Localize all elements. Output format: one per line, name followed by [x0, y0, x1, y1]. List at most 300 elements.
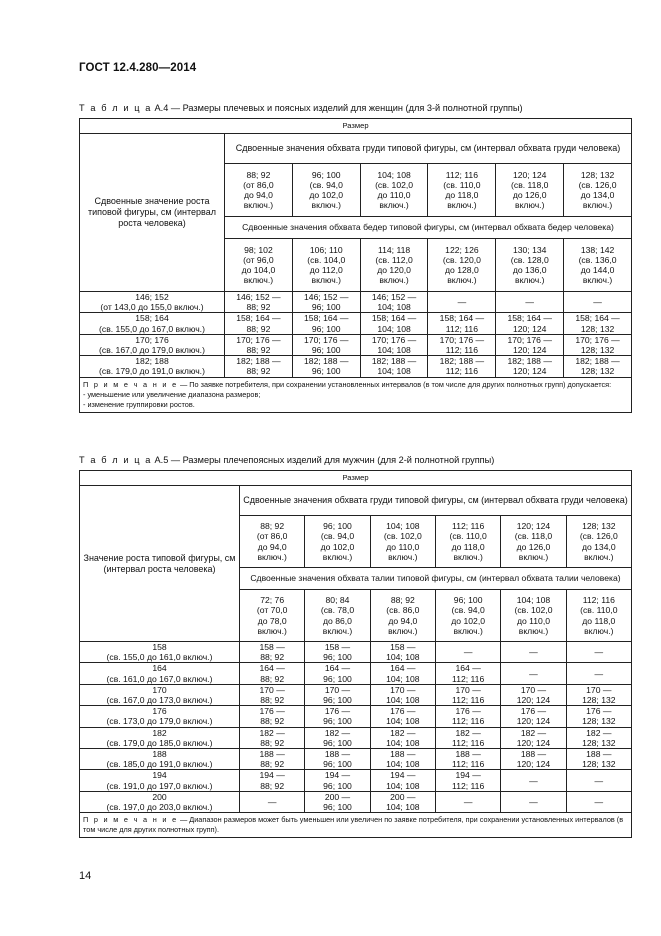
size-line: 112; 116 [452, 673, 485, 684]
chest-range: до 118,0 [451, 541, 485, 552]
chest-col-6 [564, 164, 632, 217]
size-line: 158; 164 — [236, 313, 281, 324]
chest-range: включ.) [243, 200, 274, 211]
chest-range: включ.) [582, 200, 613, 211]
waist-range: до 118,0 [582, 615, 616, 626]
size-cell [305, 706, 370, 727]
size-cell [564, 313, 632, 334]
waist-range: (св. 110,0 [580, 605, 618, 616]
size-cell [292, 313, 360, 334]
chest-col-6 [566, 516, 631, 568]
waist-value: 72; 76 [260, 595, 285, 606]
razmer-header: Размер [80, 471, 632, 486]
chest-range: до 126,0 [512, 190, 547, 200]
size-line: 182; 188 — [507, 356, 552, 367]
size-cell [501, 684, 566, 705]
size-line: 120; 124 [516, 737, 551, 748]
height-value: 146; 152 [135, 292, 169, 302]
height-value: 164 [152, 663, 167, 674]
table-a4-note: П р и м е ч а н и е — По заявке потребителя, при сохранении установленных интервалов (в том числе для других полнотных групп) допускается: - уменьшение или увеличение диапазона размеров; - изменение группировки ростов. [80, 377, 632, 412]
waist-col-6 [566, 590, 631, 642]
row-height-header [80, 706, 240, 727]
table-row [80, 727, 632, 748]
size-cell [305, 684, 370, 705]
table-row [80, 292, 632, 313]
size-cell [435, 663, 500, 684]
waist-range: включ.) [388, 625, 418, 636]
size-line: — [594, 668, 604, 679]
table-a5-caption: Т а б л и ц а А.5 — Размеры плечепоясных изделий для мужчин (для 2-й полнотной группы) [79, 455, 495, 465]
table-row [80, 313, 632, 334]
row-height-header [80, 791, 240, 812]
size-line: 128; 132 [582, 737, 616, 748]
hip-col-5 [496, 239, 564, 292]
size-line: 88; 92 [260, 652, 285, 663]
chest-col-5 [496, 164, 564, 217]
size-line: 146; 152 — [371, 292, 417, 302]
size-line: 194 — [455, 770, 481, 781]
chest-group-header: Сдвоенные значения обхвата груди типовой фигуры, см (интервал обхвата груди человека) [240, 486, 632, 516]
size-line: — [525, 297, 535, 308]
size-cell [240, 791, 305, 812]
size-cell [501, 642, 566, 663]
size-line: 188 — [520, 749, 547, 760]
size-line: 170 — [455, 684, 481, 695]
height-value: 188 [152, 749, 167, 760]
chest-range: (св. 102,0 [375, 179, 414, 190]
size-line: 120; 124 [516, 716, 551, 727]
size-cell [428, 292, 496, 313]
size-line: 96; 100 [311, 302, 341, 313]
height-value: 170 [152, 684, 167, 695]
height-range: (св. 161,0 до 167,0 включ.) [106, 673, 213, 684]
chest-col-4 [435, 516, 500, 568]
chest-range: (св. 118,0 [511, 179, 549, 190]
size-line: — [463, 647, 473, 658]
size-line: 112; 116 [445, 366, 478, 377]
size-line: 182 — [586, 727, 612, 738]
size-cell [496, 356, 564, 377]
size-line: 88; 92 [260, 716, 285, 727]
size-cell [428, 356, 496, 377]
size-line: 96; 100 [311, 323, 341, 334]
table-a4 [79, 118, 632, 413]
size-cell [360, 356, 428, 377]
size-line: — [593, 297, 602, 308]
chest-range: включ.) [311, 200, 341, 211]
hip-value: 98; 102 [244, 244, 273, 255]
size-line: 194 — [259, 770, 285, 781]
chest-range: (св. 110,0 [449, 531, 487, 542]
size-line: 128; 132 [580, 366, 615, 377]
table-row [80, 356, 632, 377]
height-column-header: Значение роста типовой фигуры, см (интервал роста человека) [80, 486, 240, 642]
document-id: ГОСТ 12.4.280—2014 [79, 62, 197, 74]
chest-range: до 102,0 [309, 190, 344, 200]
table-row [80, 663, 632, 684]
size-line: 112; 116 [452, 695, 485, 706]
waist-range: включ.) [322, 625, 353, 636]
waist-range: (св. 86,0 [386, 605, 420, 616]
size-line: 88; 92 [260, 695, 285, 706]
size-line: 96; 100 [323, 780, 352, 791]
size-line: — [529, 796, 538, 807]
size-cell [501, 663, 566, 684]
size-line: 188 — [390, 749, 416, 760]
size-cell [566, 706, 631, 727]
page-number: 14 [79, 870, 92, 882]
size-line: 104; 108 [386, 695, 420, 706]
size-line: 182; 188 — [439, 356, 485, 367]
height-value: 176 [152, 706, 167, 717]
size-cell [370, 749, 435, 770]
hip-range: (св. 104,0 [307, 254, 346, 265]
size-cell [496, 313, 564, 334]
size-line: 104; 108 [377, 323, 411, 334]
waist-col-4 [435, 590, 500, 642]
size-cell [305, 642, 370, 663]
size-line: 96; 100 [323, 802, 352, 813]
size-line: 170; 176 — [439, 334, 485, 345]
height-range: (св. 155,0 до 167,0 включ.) [99, 323, 205, 334]
hip-col-3 [360, 239, 428, 292]
size-line: 176 — [586, 706, 612, 717]
size-line: 88; 92 [246, 366, 271, 377]
chest-range: включ.) [453, 551, 483, 562]
waist-range: (св. 78,0 [320, 605, 355, 616]
size-cell [305, 791, 370, 812]
size-cell [566, 749, 631, 770]
size-cell [564, 356, 632, 377]
size-line: 128; 132 [580, 345, 615, 356]
size-line: 120; 124 [516, 695, 551, 706]
height-value: 200 [152, 791, 167, 802]
size-cell [305, 727, 370, 748]
size-line: 158; 164 — [304, 313, 349, 324]
size-line: 104; 108 [386, 673, 420, 684]
size-line: 120; 124 [513, 366, 547, 377]
size-line: 158 — [390, 642, 416, 652]
size-line: 88; 92 [246, 345, 271, 356]
size-cell [225, 313, 293, 334]
size-cell [428, 334, 496, 355]
size-cell [566, 663, 631, 684]
size-cell [292, 334, 360, 355]
size-cell [225, 356, 293, 377]
size-line: 96; 100 [323, 737, 352, 748]
chest-col-5 [501, 516, 566, 568]
size-line: 112; 116 [452, 716, 485, 727]
size-cell [360, 313, 428, 334]
waist-range: до 94,0 [388, 615, 418, 626]
size-line: — [594, 647, 604, 658]
size-line: 170 — [259, 684, 285, 695]
hip-group-header: Сдвоенные значения обхвата бедер типовой фигуры, см (интервал обхвата бедер человека) [225, 217, 632, 239]
waist-range: включ.) [453, 625, 483, 636]
hip-range: (св. 112,0 [375, 254, 413, 265]
height-column-header: Сдвоенные значение роста типовой фигуры, см (интервал роста человека) [80, 134, 225, 292]
hip-range: (св. 136,0 [578, 254, 617, 265]
table-row [80, 706, 632, 727]
size-line: 158; 164 — [439, 313, 485, 324]
size-cell [435, 770, 500, 791]
size-cell [370, 791, 435, 812]
size-line: 88; 92 [260, 673, 285, 684]
hip-range: включ.) [311, 275, 341, 286]
hip-range: до 144,0 [580, 265, 615, 275]
height-range: (от 143,0 до 155,0 включ.) [100, 302, 204, 313]
height-range: (св. 191,0 до 197,0 включ.) [106, 780, 213, 791]
row-height-header [80, 663, 240, 684]
chest-value: 112; 116 [452, 521, 485, 532]
size-line: — [529, 647, 538, 658]
size-cell [292, 292, 360, 313]
size-line: 104; 108 [386, 759, 420, 770]
waist-range: до 78,0 [257, 615, 287, 626]
size-line: 200 — [324, 791, 351, 802]
size-cell [292, 356, 360, 377]
hip-col-4 [428, 239, 496, 292]
size-line: 158; 164 — [507, 313, 552, 324]
waist-value: 80; 84 [325, 595, 350, 606]
size-line: 170 — [520, 684, 547, 695]
size-line: 88; 92 [260, 759, 285, 770]
size-line: — [594, 796, 604, 807]
size-cell [370, 727, 435, 748]
chest-range: включ.) [584, 551, 614, 562]
waist-value: 104; 108 [516, 595, 551, 606]
hip-range: включ.) [379, 275, 409, 286]
size-line: 182 — [520, 727, 547, 738]
size-cell [566, 791, 631, 812]
size-cell [566, 727, 631, 748]
chest-col-1 [225, 164, 293, 217]
size-cell [564, 334, 632, 355]
chest-range: включ.) [515, 200, 545, 211]
size-line: 170 — [586, 684, 612, 695]
size-cell [566, 642, 631, 663]
size-line: 200 — [390, 791, 416, 802]
size-line: 96; 100 [323, 673, 352, 684]
chest-range: до 94,0 [257, 541, 287, 552]
chest-range: включ.) [379, 200, 409, 211]
waist-col-3 [370, 590, 435, 642]
size-line: 120; 124 [513, 323, 547, 334]
size-cell [501, 791, 566, 812]
size-line: 188 — [586, 749, 612, 760]
chest-value: 88; 92 [260, 521, 285, 532]
size-line: 128; 132 [582, 695, 616, 706]
size-cell [501, 749, 566, 770]
size-cell [564, 292, 632, 313]
chest-col-4 [428, 164, 496, 217]
size-line: 96; 100 [311, 366, 341, 377]
razmer-header: Размер [80, 119, 632, 134]
size-cell [240, 663, 305, 684]
height-value: 182; 188 [135, 356, 169, 367]
chest-range: до 102,0 [320, 541, 355, 552]
hip-value: 130; 134 [513, 244, 547, 255]
row-height-header [80, 770, 240, 791]
chest-col-3 [370, 516, 435, 568]
size-line: 104; 108 [377, 302, 411, 313]
hip-range: включ.) [582, 275, 613, 286]
table-a5 [79, 470, 632, 838]
size-line: 112; 116 [445, 345, 478, 356]
size-cell [305, 663, 370, 684]
table-row [80, 791, 632, 812]
size-line: 176 — [520, 706, 547, 717]
size-cell [435, 791, 500, 812]
hip-col-6 [564, 239, 632, 292]
size-line: 104; 108 [386, 737, 420, 748]
chest-value: 128; 132 [582, 521, 616, 532]
waist-range: включ.) [518, 625, 549, 636]
waist-value: 96; 100 [453, 595, 483, 606]
table-row [80, 770, 632, 791]
hip-range: до 112,0 [309, 265, 343, 275]
size-line: 146; 152 — [304, 292, 349, 302]
size-line: 182 — [259, 727, 285, 738]
size-line: — [463, 796, 473, 807]
chest-range: (св. 118,0 [514, 531, 553, 542]
chest-value: 96; 100 [311, 169, 341, 180]
size-line: 158; 164 — [371, 313, 417, 324]
size-cell [240, 770, 305, 791]
size-line: 176 — [259, 706, 285, 717]
size-cell [240, 727, 305, 748]
size-line: 112; 116 [452, 759, 485, 770]
hip-range: (св. 128,0 [510, 254, 549, 265]
chest-range: включ.) [257, 551, 287, 562]
size-cell [435, 727, 500, 748]
hip-value: 106; 110 [309, 244, 343, 255]
waist-col-2 [305, 590, 370, 642]
size-line: 104; 108 [377, 366, 411, 377]
size-line: 188 — [324, 749, 351, 760]
size-line: 112; 116 [452, 737, 485, 748]
table-a4-caption: Т а б л и ц а А.4 — Размеры плечевых и поясных изделий для женщин (для 3-й полнотной группы) [79, 103, 523, 113]
size-cell [225, 292, 293, 313]
waist-range: до 86,0 [323, 615, 352, 626]
hip-value: 122; 126 [445, 244, 479, 255]
hip-range: включ.) [447, 275, 477, 286]
chest-value: 128; 132 [580, 169, 615, 180]
chest-range: (св. 126,0 [579, 531, 618, 542]
size-cell [566, 770, 631, 791]
height-range: (св. 167,0 до 173,0 включ.) [106, 695, 213, 706]
size-line: 104; 108 [386, 780, 420, 791]
size-line: 112; 116 [452, 780, 485, 791]
hip-range: включ.) [515, 275, 545, 286]
size-line: 170 — [390, 684, 416, 695]
size-cell [370, 706, 435, 727]
chest-range: до 110,0 [377, 190, 411, 200]
size-cell [240, 706, 305, 727]
size-cell [360, 334, 428, 355]
waist-range: до 110,0 [516, 615, 550, 626]
chest-range: до 110,0 [386, 541, 420, 552]
height-value: 158; 164 [135, 313, 169, 324]
size-cell [435, 706, 500, 727]
size-cell [240, 642, 305, 663]
size-line: 164 — [455, 663, 481, 674]
hip-value: 114; 118 [377, 244, 411, 255]
size-line: 164 — [324, 663, 351, 674]
chest-col-3 [360, 164, 428, 217]
size-line: 104; 108 [386, 716, 420, 727]
size-line: 104; 108 [386, 652, 420, 663]
chest-value: 112; 116 [445, 169, 478, 180]
size-cell [435, 642, 500, 663]
size-line: 128; 132 [582, 716, 616, 727]
size-cell [566, 684, 631, 705]
row-height-header [80, 356, 225, 377]
row-height-header [80, 292, 225, 313]
row-height-header [80, 727, 240, 748]
chest-range: (от 86,0 [243, 179, 274, 190]
size-line: 164 — [390, 663, 416, 674]
height-value: 158 [152, 642, 167, 652]
waist-range: включ.) [584, 625, 614, 636]
size-line: 96; 100 [323, 716, 352, 727]
height-value: 170; 176 [135, 334, 169, 345]
size-line: 188 — [259, 749, 285, 760]
size-cell [360, 292, 428, 313]
hip-range: (св. 120,0 [442, 254, 481, 265]
table-row [80, 642, 632, 663]
size-cell [428, 313, 496, 334]
size-line: 182 — [324, 727, 351, 738]
size-line: 182; 188 — [304, 356, 349, 367]
size-cell [501, 770, 566, 791]
size-cell [305, 749, 370, 770]
chest-range: до 134,0 [581, 541, 616, 552]
size-line: 88; 92 [246, 323, 271, 334]
chest-value: 104; 108 [377, 169, 411, 180]
size-line: 170 — [324, 684, 351, 695]
height-range: (св. 155,0 до 161,0 включ.) [106, 652, 213, 663]
size-line: 112; 116 [445, 323, 478, 334]
size-cell [370, 684, 435, 705]
hip-value: 138; 142 [580, 244, 615, 255]
hip-range: (от 96,0 [243, 254, 274, 265]
size-line: 128; 132 [580, 323, 615, 334]
chest-range: (св. 110,0 [443, 179, 481, 190]
chest-col-2 [305, 516, 370, 568]
table-row [80, 684, 632, 705]
size-line: — [529, 775, 538, 786]
row-height-header [80, 313, 225, 334]
hip-range: до 120,0 [377, 265, 411, 275]
height-range: (св. 197,0 до 203,0 включ.) [106, 802, 213, 813]
size-line: 158 — [324, 642, 351, 652]
chest-range: включ.) [447, 200, 477, 211]
hip-range: до 136,0 [512, 265, 547, 275]
size-line: 170; 176 — [575, 334, 620, 345]
size-line: 182 — [455, 727, 481, 738]
chest-range: (св. 126,0 [578, 179, 617, 190]
waist-col-5 [501, 590, 566, 642]
waist-col-1 [240, 590, 305, 642]
size-cell [435, 684, 500, 705]
size-line: 170; 176 — [371, 334, 417, 345]
size-line: 96; 100 [323, 652, 352, 663]
hip-col-1 [225, 239, 293, 292]
size-line: 194 — [324, 770, 351, 781]
row-height-header [80, 334, 225, 355]
chest-value: 120; 124 [513, 169, 547, 180]
